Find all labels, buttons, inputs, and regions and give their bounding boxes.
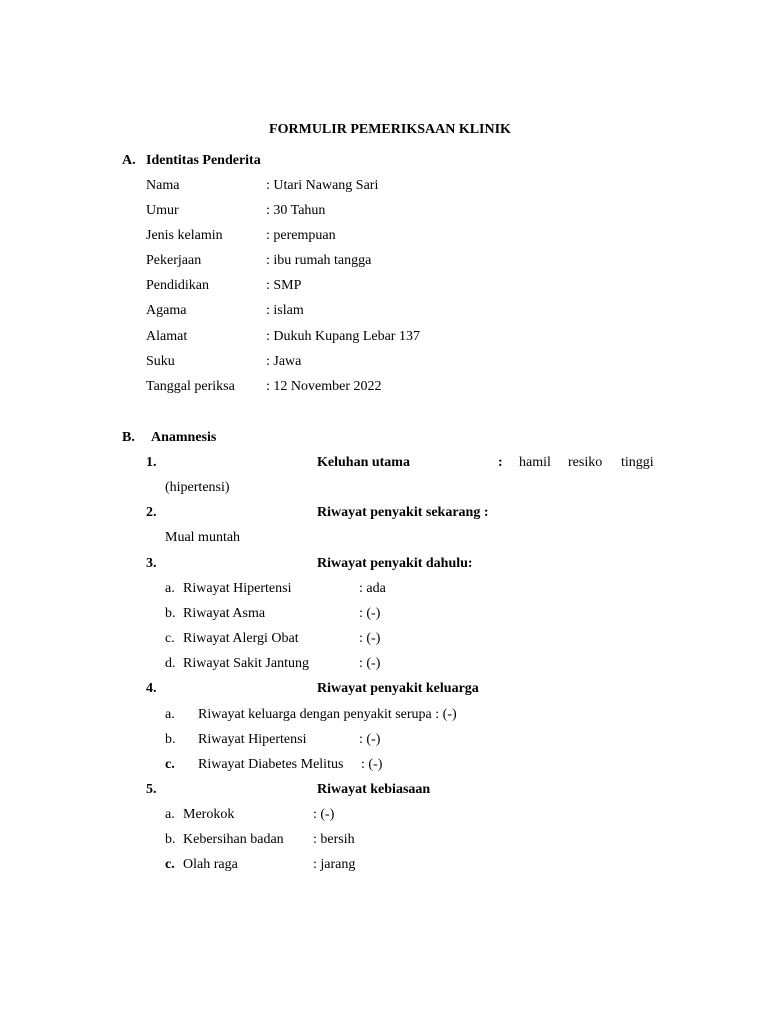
item-text: hamil bbox=[519, 455, 551, 470]
list-letter: a. bbox=[165, 581, 175, 596]
identity-label: Jenis kelamin bbox=[146, 228, 223, 243]
list-value: : (-) bbox=[359, 606, 381, 621]
list-letter: a. bbox=[165, 807, 175, 822]
list-label: Riwayat Hipertensi bbox=[183, 581, 292, 596]
item-heading: Riwayat kebiasaan bbox=[317, 782, 431, 797]
list-letter: c. bbox=[165, 631, 175, 646]
list-value: : bersih bbox=[313, 832, 355, 847]
section-a-heading: Identitas Penderita bbox=[146, 153, 261, 168]
list-label: Riwayat Alergi Obat bbox=[183, 631, 299, 646]
item-colon: : bbox=[498, 455, 503, 470]
item-number: 5. bbox=[146, 782, 157, 797]
item-number: 3. bbox=[146, 556, 157, 571]
list-label: Riwayat Diabetes Melitus bbox=[198, 757, 344, 772]
list-label: Kebersihan badan bbox=[183, 832, 284, 847]
list-letter: d. bbox=[165, 656, 176, 671]
list-letter: b. bbox=[165, 606, 176, 621]
list-letter: b. bbox=[165, 732, 176, 747]
list-value: : ada bbox=[359, 581, 386, 596]
list-value: : jarang bbox=[313, 857, 356, 872]
identity-label: Suku bbox=[146, 354, 175, 369]
identity-label: Umur bbox=[146, 203, 179, 218]
section-b-letter: B. bbox=[122, 430, 135, 445]
list-label: Riwayat Sakit Jantung bbox=[183, 656, 309, 671]
list-label: Riwayat Asma bbox=[183, 606, 266, 621]
list-letter: a. bbox=[165, 707, 175, 722]
identity-value: : perempuan bbox=[266, 228, 336, 243]
section-b-heading: Anamnesis bbox=[151, 430, 217, 445]
list-value: : (-) bbox=[359, 656, 381, 671]
identity-value: : islam bbox=[266, 303, 304, 318]
identity-value: : 12 November 2022 bbox=[266, 379, 382, 394]
list-letter: c. bbox=[165, 857, 175, 872]
page-title: FORMULIR PEMERIKSAAN KLINIK bbox=[269, 122, 511, 137]
list-label: Olah raga bbox=[183, 857, 238, 872]
identity-value: : Utari Nawang Sari bbox=[266, 178, 379, 193]
list-label: Merokok bbox=[183, 807, 235, 822]
list-value: : (-) bbox=[313, 807, 335, 822]
identity-value: : Jawa bbox=[266, 354, 302, 369]
item-text: (hipertensi) bbox=[165, 480, 230, 495]
item-number: 2. bbox=[146, 505, 157, 520]
section-a-letter: A. bbox=[122, 153, 136, 168]
identity-label: Agama bbox=[146, 303, 187, 318]
item-number: 1. bbox=[146, 455, 157, 470]
list-value: : (-) bbox=[359, 631, 381, 646]
item-text: tinggi bbox=[621, 455, 654, 470]
list-label: Riwayat Hipertensi bbox=[198, 732, 307, 747]
item-number: 4. bbox=[146, 681, 157, 696]
identity-label: Tanggal periksa bbox=[146, 379, 235, 394]
identity-label: Alamat bbox=[146, 329, 188, 344]
identity-label: Pendidikan bbox=[146, 278, 209, 293]
list-value: : (-) bbox=[361, 757, 383, 772]
identity-value: : ibu rumah tangga bbox=[266, 253, 372, 268]
item-heading: Keluhan utama bbox=[317, 455, 410, 470]
item-text: Mual muntah bbox=[165, 530, 241, 545]
item-heading: Riwayat penyakit keluarga bbox=[317, 681, 479, 696]
identity-label: Nama bbox=[146, 178, 180, 193]
identity-value: : SMP bbox=[266, 278, 302, 293]
identity-value: : 30 Tahun bbox=[266, 203, 326, 218]
item-heading: Riwayat penyakit dahulu: bbox=[317, 556, 473, 571]
identity-label: Pekerjaan bbox=[146, 253, 202, 268]
identity-value: : Dukuh Kupang Lebar 137 bbox=[266, 329, 420, 344]
list-letter: c. bbox=[165, 757, 175, 772]
item-text: resiko bbox=[568, 455, 603, 470]
item-heading: Riwayat penyakit sekarang : bbox=[317, 505, 489, 520]
list-value: : (-) bbox=[359, 732, 381, 747]
list-label: Riwayat keluarga dengan penyakit serupa : (-) bbox=[198, 707, 457, 722]
list-letter: b. bbox=[165, 832, 176, 847]
